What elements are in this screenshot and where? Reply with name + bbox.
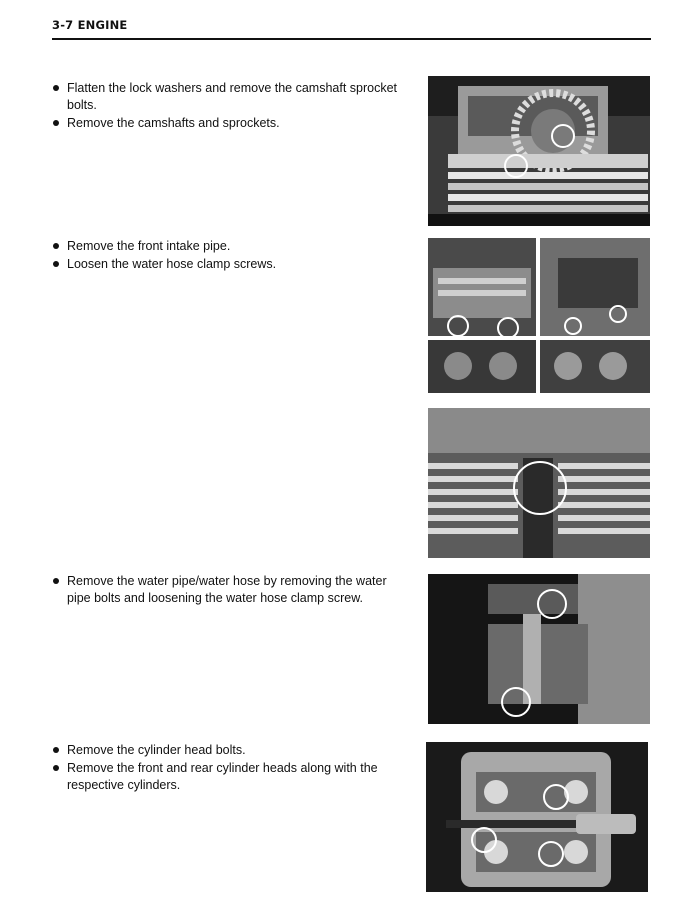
list-item: Remove the camshafts and sprockets. [52, 115, 407, 132]
water-pipe-photo [428, 574, 650, 724]
step-list-water-pipe [52, 573, 407, 608]
cylinder-head-photo [426, 742, 648, 892]
step-list-camshaft [52, 80, 407, 133]
camshaft-sprocket-photo [428, 76, 650, 226]
list-item: Flatten the lock washers and remove the camshaft sprocket bolts. [52, 80, 407, 114]
list-item: Remove the front intake pipe. [52, 238, 407, 255]
list-item: Remove the water pipe/water hose by removing the water pipe bolts and loosening the water hose clamp screw. [52, 573, 407, 607]
list-item: Remove the front and rear cylinder heads along with the respective cylinders. [52, 760, 407, 794]
water-hose-clamp-photo [428, 408, 650, 558]
intake-pipe-photos [428, 238, 650, 393]
step-list-intake [52, 238, 407, 274]
list-item: Loosen the water hose clamp screws. [52, 256, 407, 273]
section-title: 3-7 ENGINE [52, 18, 128, 32]
page-header [52, 16, 651, 40]
list-item: Remove the cylinder head bolts. [52, 742, 407, 759]
step-list-cylinder-head [52, 742, 407, 795]
